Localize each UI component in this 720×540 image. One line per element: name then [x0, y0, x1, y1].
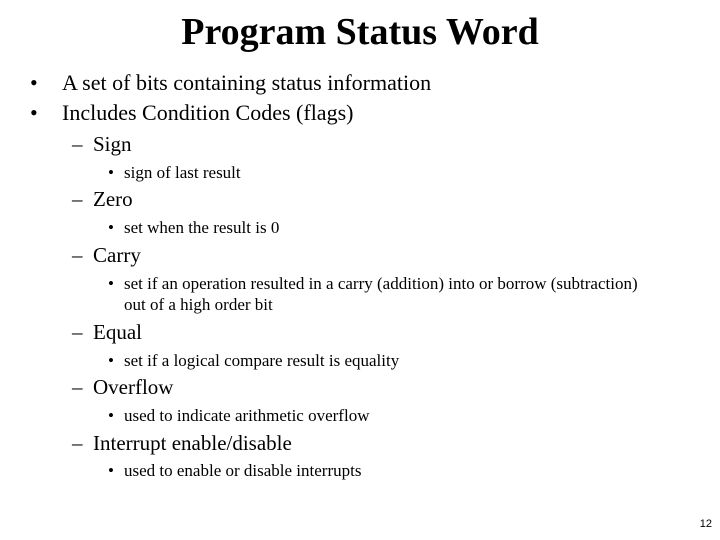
dash-marker: – — [72, 320, 83, 344]
page-number: 12 — [699, 518, 712, 530]
slide-title: Program Status Word — [181, 11, 539, 53]
flag-name: Carry — [93, 243, 141, 267]
bullet-marker: • — [108, 461, 114, 480]
bullet-marker: • — [30, 70, 38, 95]
flag-detail: used to enable or disable interrupts — [124, 461, 362, 480]
dash-marker: – — [72, 431, 83, 455]
flag-detail: set when the result is 0 — [124, 218, 280, 237]
bullet-marker: • — [108, 163, 114, 182]
flag-name: Zero — [93, 187, 133, 211]
dash-marker: – — [72, 187, 83, 211]
bullet-marker: • — [108, 218, 114, 237]
bullet-marker: • — [30, 100, 38, 125]
bullet-marker: • — [108, 406, 114, 425]
dash-marker: – — [72, 132, 83, 156]
flag-detail: used to indicate arithmetic overflow — [124, 406, 370, 425]
dash-marker: – — [72, 243, 83, 267]
flag-name: Equal — [93, 320, 142, 344]
flag-detail: set if an operation resulted in a carry (addition) into or borrow (subtraction) out of a high order bit — [124, 274, 638, 314]
bullet-marker: • — [108, 351, 114, 370]
flag-detail: sign of last result — [124, 163, 241, 182]
flag-name: Overflow — [93, 375, 174, 399]
bullet-text: Includes Condition Codes (flags) — [62, 100, 354, 125]
flag-name: Sign — [93, 132, 132, 156]
flag-detail: set if a logical compare result is equality — [124, 351, 400, 370]
bullet-text: A set of bits containing status information — [62, 70, 432, 95]
dash-marker: – — [72, 375, 83, 399]
flag-name: Interrupt enable/disable — [93, 431, 292, 455]
bullet-marker: • — [108, 274, 114, 293]
